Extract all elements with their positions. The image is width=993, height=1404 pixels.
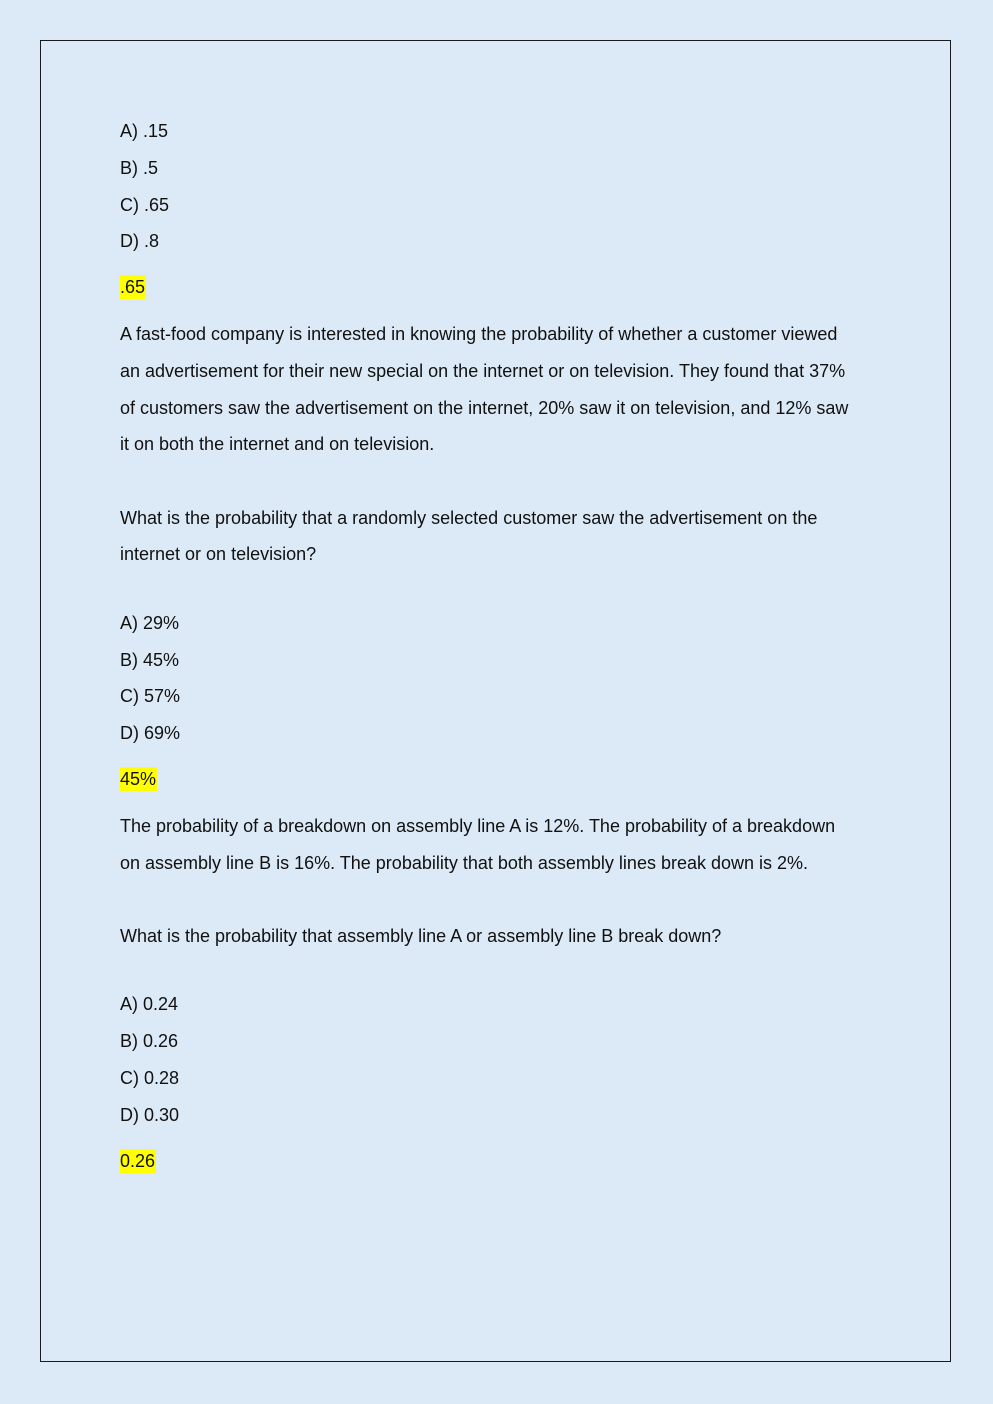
highlighted-answer: 45% [120,768,157,789]
option-d: D) .8 [120,231,160,252]
question-2-scenario: A fast-food company is interested in knowing the probability of whether a customer viewed an advertisement for their new special on the internet or on television. They found that 37% of customers saw the advertisement on the internet, 20% saw it on television, and 12% saw it on both the internet and on television. [120,324,849,455]
option-b: B) 0.26 [120,1031,179,1052]
question-3-text: What is the probability that assembly line A or assembly line B break down? [120,926,722,947]
option-d: D) 69% [120,723,181,744]
question-3-scenario: The probability of a breakdown on assembly line A is 12%. The probability of a breakdown on assembly line B is 16%. The probability that both assembly lines break down is 2%. [120,815,836,873]
question-2-answer-row [120,767,860,791]
option-a: A) .15 [120,121,169,141]
option-a: A) 0.24 [120,994,179,1015]
question-1-answer-row [120,275,860,299]
option-a: A) 29% [120,612,180,633]
highlighted-answer: 0.26 [120,1150,156,1171]
question-3-answer-row [120,1149,860,1173]
option-b: B) 45% [120,649,180,670]
option-c: C) 57% [120,686,181,707]
question-2-text: What is the probability that a randomly selected customer saw the advertisement on the internet or on television? [120,507,818,565]
option-d: D) 0.30 [120,1104,180,1125]
question-1-options [120,118,860,265]
highlighted-answer: .65 [120,277,146,298]
option-c: C) .65 [120,194,170,215]
spacer [120,573,860,610]
option-c: C) 0.28 [120,1068,180,1089]
option-b: B) .5 [120,157,159,178]
spacer [120,881,860,918]
spacer [120,463,860,500]
question-2-options [120,610,860,757]
document-body [120,118,860,1190]
question-3-options [120,991,860,1138]
spacer [120,955,860,992]
